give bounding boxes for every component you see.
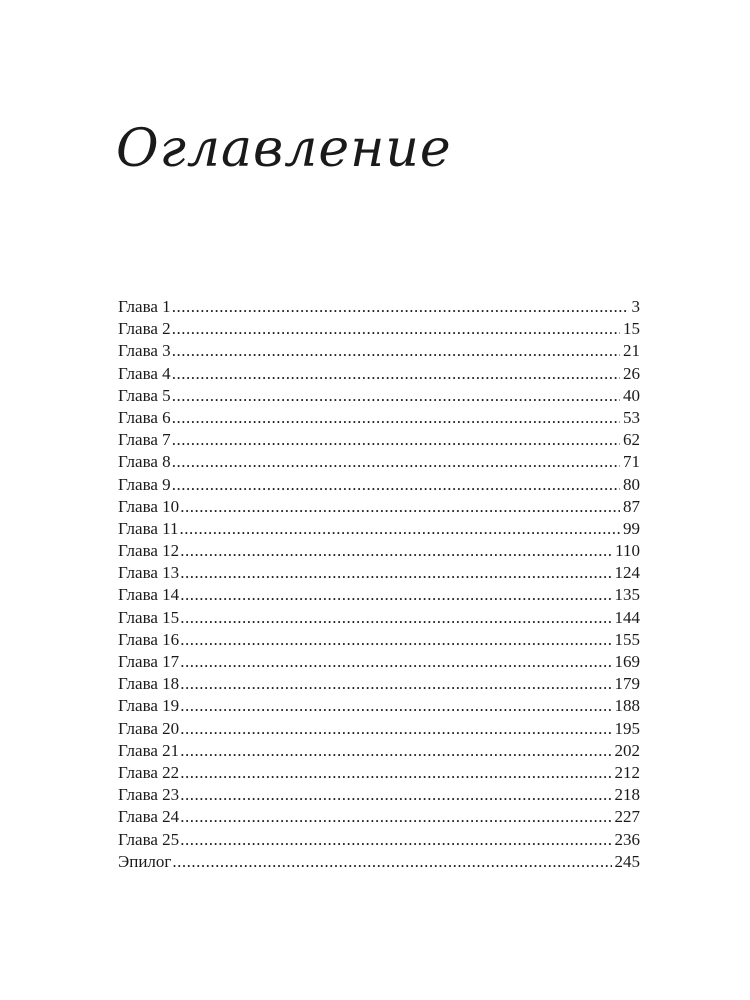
- toc-dot-leader: [180, 762, 611, 784]
- toc-entry-page-number: 21: [623, 341, 640, 361]
- toc-dot-leader: [180, 496, 620, 518]
- toc-dot-leader: [180, 607, 611, 629]
- toc-entry-page-number: 212: [614, 762, 640, 782]
- toc-entry[interactable]: [118, 762, 640, 784]
- toc-entry-page-number: 87: [623, 496, 640, 516]
- toc-entry-label: Глава 20: [118, 718, 180, 738]
- toc-entry-label: Глава 18: [118, 674, 180, 694]
- toc-entry-page-number: 236: [614, 829, 640, 849]
- toc-dot-leader: [172, 296, 629, 318]
- toc-entry[interactable]: [118, 296, 640, 318]
- toc-entry-label: Глава 13: [118, 563, 180, 583]
- toc-entry-page-number: 179: [614, 674, 640, 694]
- toc-entry-page-number: 3: [631, 297, 640, 316]
- toc-entry-page-number: 40: [623, 385, 640, 405]
- toc-entry[interactable]: [118, 695, 640, 717]
- toc-entry[interactable]: [118, 540, 640, 562]
- toc-entry-label: Глава 25: [118, 829, 180, 849]
- toc-dot-leader: [172, 851, 611, 873]
- toc-entry-label: Глава 9: [118, 474, 171, 494]
- toc-entry-label: Глава 5: [118, 385, 171, 405]
- toc-dot-leader: [172, 363, 620, 385]
- toc-entry-page-number: 124: [614, 563, 640, 583]
- toc-entry-page-number: 110: [615, 541, 640, 561]
- toc-dot-leader: [172, 340, 620, 362]
- toc-entry-label: Глава 16: [118, 629, 180, 649]
- toc-entry-page-number: 144: [614, 607, 640, 627]
- toc-entry-label: Глава 8: [118, 452, 171, 472]
- toc-entry[interactable]: [118, 718, 640, 740]
- toc-entry-label: Глава 14: [118, 585, 180, 605]
- toc-entry[interactable]: [118, 784, 640, 806]
- toc-entry-page-number: 62: [623, 430, 640, 450]
- toc-entry[interactable]: [118, 318, 640, 340]
- toc-entry-label: Эпилог: [118, 851, 172, 871]
- toc-dot-leader: [180, 829, 611, 851]
- toc-entry-page-number: 71: [623, 452, 640, 472]
- toc-dot-leader: [172, 429, 620, 451]
- toc-entry-label: Глава 12: [118, 541, 180, 561]
- toc-entry[interactable]: [118, 851, 640, 873]
- toc-entry[interactable]: [118, 562, 640, 584]
- toc-entry[interactable]: [118, 629, 640, 651]
- toc-entry[interactable]: [118, 340, 640, 362]
- toc-entry[interactable]: [118, 806, 640, 828]
- toc-dot-leader: [172, 474, 620, 496]
- toc-entry-label: Глава 1: [118, 297, 171, 316]
- toc-entry-page-number: 99: [623, 518, 640, 538]
- toc-entry[interactable]: [118, 385, 640, 407]
- toc-entry[interactable]: [118, 474, 640, 496]
- toc-entry-page-number: 195: [614, 718, 640, 738]
- toc-entry-page-number: 135: [614, 585, 640, 605]
- toc-dot-leader: [172, 451, 620, 473]
- toc-entry[interactable]: [118, 607, 640, 629]
- toc-entry[interactable]: [118, 584, 640, 606]
- toc-entry-page-number: 26: [623, 363, 640, 383]
- toc-dot-leader: [172, 318, 620, 340]
- toc-entry[interactable]: [118, 673, 640, 695]
- toc-entry-label: Глава 10: [118, 496, 180, 516]
- toc-entry-page-number: 169: [614, 652, 640, 671]
- toc-entry-page-number: 227: [614, 807, 640, 827]
- toc-entry[interactable]: [118, 407, 640, 429]
- page-title: Оглавление: [116, 119, 452, 179]
- toc-dot-leader: [172, 407, 620, 429]
- toc-entry-label: Глава 4: [118, 363, 171, 383]
- toc-dot-leader: [180, 806, 611, 828]
- toc-entry[interactable]: [118, 429, 640, 451]
- toc-entry[interactable]: [118, 496, 640, 518]
- toc-dot-leader: [180, 651, 611, 673]
- toc-entry-label: Глава 17: [118, 652, 180, 671]
- toc-dot-leader: [180, 584, 611, 606]
- toc-entry-label: Глава 23: [118, 785, 180, 805]
- toc-entry[interactable]: [118, 363, 640, 385]
- toc-entry-label: Глава 7: [118, 430, 171, 450]
- toc-entry-label: Глава 21: [118, 740, 180, 760]
- toc-dot-leader: [180, 695, 611, 717]
- toc-entry[interactable]: [118, 451, 640, 473]
- toc-dot-leader: [180, 673, 611, 695]
- toc-dot-leader: [180, 784, 611, 806]
- toc-entry-page-number: 155: [614, 629, 640, 649]
- toc-dot-leader: [180, 629, 611, 651]
- toc-dot-leader: [180, 518, 620, 540]
- toc-entry-page-number: 80: [623, 474, 640, 494]
- toc-entry-label: Глава 11: [118, 518, 179, 538]
- toc-entry[interactable]: [118, 651, 640, 673]
- toc-entry-label: Глава 15: [118, 607, 180, 627]
- toc-entry[interactable]: [118, 740, 640, 762]
- toc-entry-page-number: 188: [614, 696, 640, 716]
- toc-entry-page-number: 15: [623, 319, 640, 339]
- toc-entry-label: Глава 22: [118, 762, 180, 782]
- toc-entry[interactable]: [118, 829, 640, 851]
- toc-dot-leader: [180, 718, 611, 740]
- toc-dot-leader: [172, 385, 620, 407]
- toc-entry-label: Глава 19: [118, 696, 180, 716]
- toc-entry-page-number: 202: [614, 740, 640, 760]
- toc-entry-page-number: 218: [614, 785, 640, 805]
- toc-entry-label: Глава 24: [118, 807, 180, 827]
- toc-dot-leader: [180, 540, 612, 562]
- table-of-contents: [118, 296, 640, 873]
- toc-entry-label: Глава 2: [118, 319, 171, 339]
- toc-entry[interactable]: [118, 518, 640, 540]
- toc-entry-page-number: 53: [623, 407, 640, 427]
- toc-dot-leader: [180, 740, 611, 762]
- toc-entry-label: Глава 6: [118, 407, 171, 427]
- toc-entry-label: Глава 3: [118, 341, 171, 361]
- toc-dot-leader: [180, 562, 611, 584]
- toc-entry-page-number: 245: [614, 851, 640, 871]
